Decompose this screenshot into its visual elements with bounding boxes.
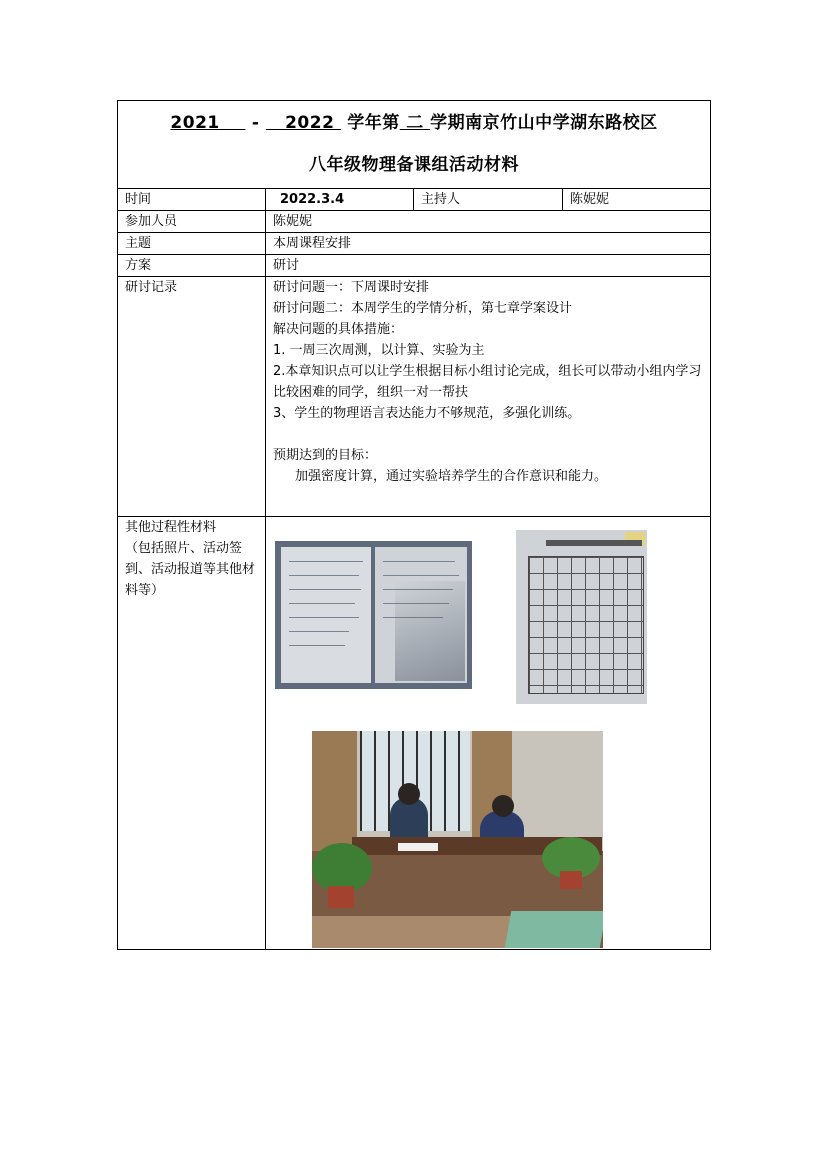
year-start: 2021 [170, 113, 220, 133]
participants-value: 陈妮妮 [266, 211, 711, 233]
time-label: 时间 [118, 189, 266, 211]
year-separator: - [251, 113, 260, 133]
goal-text: 加强密度计算，通过实验培养学生的合作意识和能力。 [295, 469, 608, 484]
notebook-photo [275, 541, 472, 689]
record-line: 3、学生的物理语言表达能力不够规范，多强化训练。 [273, 406, 581, 421]
sign-in-sheet-photo [516, 530, 647, 704]
plan-label: 方案 [118, 255, 266, 277]
title-cell [118, 101, 711, 189]
goal-label: 预期达到的目标： [273, 448, 378, 463]
theme-value: 本周课程安排 [266, 233, 711, 255]
document-subtitle: 八年级物理备课组活动材料 [309, 155, 519, 175]
meeting-photo [312, 731, 603, 948]
record-content [266, 277, 711, 517]
other-materials-label: 其他过程性材料 （包括照片、活动签到、活动报道等其他材料等） [118, 517, 266, 950]
record-label: 研讨记录 [118, 277, 266, 517]
record-line: 1. 一周三次周测，以计算、实验为主 [273, 343, 485, 358]
record-line: 解决问题的具体措施： [273, 322, 404, 337]
school-name: 学期南京竹山中学湖东路校区 [430, 113, 658, 133]
record-line: 2.本章知识点可以让学生根据目标小组讨论完成，组长可以带动小组内学习比较困难的同学，组织一对一帮扶 [273, 364, 702, 400]
participants-label: 参加人员 [118, 211, 266, 233]
host-label: 主持人 [414, 189, 563, 211]
year-end: 2022 [285, 113, 335, 133]
photo-cell [266, 517, 711, 950]
time-value: 2022.3.4 [266, 189, 414, 211]
semester: 二 [406, 113, 424, 133]
record-line: 研讨问题一：下周课时安排 [273, 280, 430, 295]
host-value: 陈妮妮 [563, 189, 711, 211]
activity-record-table [117, 100, 711, 950]
record-line: 研讨问题二：本周学生的学情分析，第七章学案设计 [273, 301, 573, 316]
year-suffix: 学年第 [347, 113, 400, 133]
theme-label: 主题 [118, 233, 266, 255]
plan-value: 研讨 [266, 255, 711, 277]
document-title [118, 111, 710, 135]
